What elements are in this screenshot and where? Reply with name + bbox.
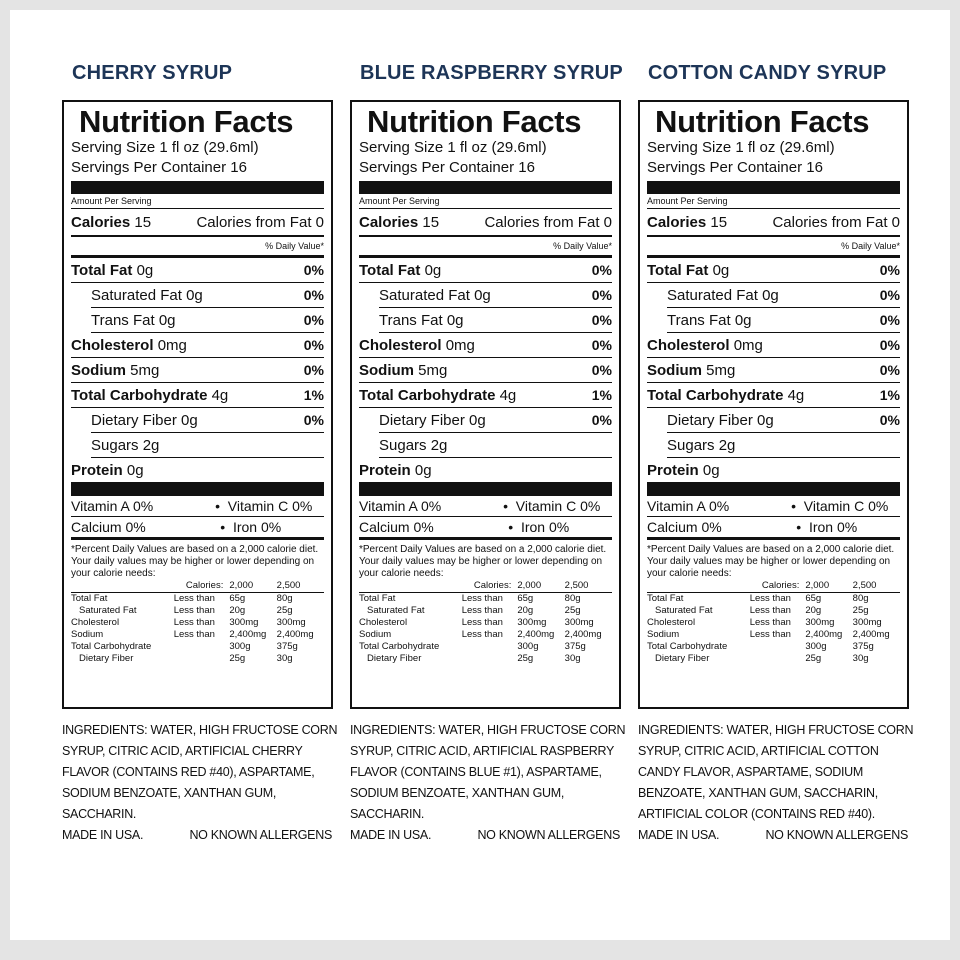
dv-cell: Cholesterol [71, 617, 120, 628]
nutrient-label: Dietary Fiber [667, 411, 753, 429]
daily-value-table-row [647, 617, 900, 629]
dv-cell: Less than [749, 617, 791, 628]
allergen-statement: NO KNOWN ALLERGENS [189, 828, 332, 842]
dv-cell: 375g [276, 641, 298, 652]
daily-value-table-row [359, 605, 612, 617]
dv-cell: 30g [852, 653, 869, 664]
calories-row [71, 209, 324, 237]
daily-value-header-text: % Daily Value* [841, 241, 900, 251]
dv-cell: Saturated Fat [367, 605, 425, 616]
daily-value-table [359, 580, 612, 665]
nutrient-label: Sodium [647, 361, 702, 379]
nutrient-amount: 2g [718, 436, 736, 454]
nutrient-label: Sugars [667, 436, 715, 454]
daily-value-table-row [359, 593, 612, 606]
vitamin-a: Vitamin A 0% [647, 498, 730, 514]
nutrient-daily-value: 0% [591, 337, 612, 353]
calories-row [647, 209, 900, 237]
nutrient-row [667, 308, 900, 333]
bullet: • [220, 519, 226, 535]
daily-value-footnote: *Percent Daily Values are based on a 2,000 calorie diet. Your daily values may be higher or lower depending on your calorie needs: [71, 544, 319, 579]
nutrition-facts-label [638, 100, 909, 709]
servings-per-container: Servings Per Container 16 [71, 159, 247, 176]
nutrient-label: Sugars [379, 436, 427, 454]
dv-cell: 300mg [229, 617, 259, 628]
nutrient-daily-value: 0% [591, 287, 612, 303]
nutrient-row [647, 258, 900, 283]
bullet: • [508, 519, 514, 535]
iron: Iron 0% [808, 519, 858, 535]
dv-cell: 2,400mg [564, 629, 602, 640]
nutrient-label: Sodium [71, 361, 126, 379]
dv-cell: Less than [173, 617, 215, 628]
dv-cell: 25g [852, 605, 869, 616]
dv-header-2500: 2,500 [277, 580, 324, 593]
daily-value-table-row [359, 653, 612, 665]
dv-cell: 25g [564, 605, 581, 616]
nutrient-daily-value: 0% [591, 412, 612, 428]
dv-cell: 25g [517, 653, 534, 664]
daily-value-table-row [71, 641, 324, 653]
daily-value-table-header [647, 580, 900, 593]
vitamin-row [359, 496, 612, 517]
calories-label: Calories [71, 213, 131, 231]
nutrition-facts-title: Nutrition Facts [79, 104, 294, 139]
allergen-statement: NO KNOWN ALLERGENS [477, 828, 620, 842]
dv-cell: 65g [805, 593, 822, 604]
vitamin-a: Vitamin A 0% [359, 498, 442, 514]
iron: Iron 0% [232, 519, 282, 535]
nutrition-facts-title: Nutrition Facts [367, 104, 582, 139]
dv-cell: Less than [749, 593, 791, 604]
daily-value-table-row [359, 629, 612, 641]
daily-value-table-header [359, 580, 612, 593]
nutrient-amount: 0g [181, 411, 198, 429]
daily-value-table-header [71, 580, 324, 593]
dv-cell: Dietary Fiber [79, 653, 134, 664]
dv-cell: Sodium [71, 629, 104, 640]
nutrient-label: Cholesterol [647, 336, 730, 354]
product-title: COTTON CANDY SYRUP [648, 62, 887, 84]
divider-thick [71, 482, 324, 496]
dv-cell: Sodium [359, 629, 392, 640]
dv-cell: Total Fat [359, 593, 396, 604]
nutrient-row [71, 458, 324, 482]
nutrient-label: Total Carbohydrate [647, 386, 784, 404]
dv-cell: Saturated Fat [655, 605, 713, 616]
nutrient-daily-value: 0% [591, 362, 612, 378]
daily-value-table-row [71, 653, 324, 665]
mineral-row [359, 517, 612, 540]
bullet: • [503, 498, 508, 514]
dv-cell: 30g [276, 653, 293, 664]
nutrient-daily-value: 0% [303, 412, 324, 428]
nutrient-amount: 4g [787, 386, 805, 404]
nutrient-label: Cholesterol [359, 336, 442, 354]
amount-per-serving: Amount Per Serving [647, 196, 728, 206]
daily-value-table-row [647, 593, 900, 606]
dv-cell [462, 653, 518, 665]
nutrient-amount: 0g [469, 411, 486, 429]
dv-cell: 300g [805, 641, 827, 652]
daily-value-table-row [647, 653, 900, 665]
nutrient-row [71, 258, 324, 283]
daily-value-table-row [647, 641, 900, 653]
nutrient-label: Saturated Fat [91, 286, 182, 304]
divider-thick [647, 482, 900, 496]
dv-header-calories: Calories: [174, 580, 230, 593]
bullet: • [215, 498, 220, 514]
ingredients: INGREDIENTS: WATER, HIGH FRUCTOSE CORN SYRUP, CITRIC ACID, ARTIFICIAL RASPBERRY FLAVOR (CONTAINS BLUE #1), ASPARTAME, SODIUM BENZOATE, XANTHAN GUM, SACCHARIN. [350, 723, 626, 821]
nutrient-amount: 0g [158, 311, 176, 329]
nutrient-row [647, 358, 900, 383]
dv-cell: 300mg [276, 617, 306, 628]
serving-size: Serving Size 1 fl oz (29.6ml) [71, 139, 259, 156]
nutrient-label: Total Fat [647, 261, 709, 279]
nutrient-row [359, 458, 612, 482]
dv-cell: 2,400mg [805, 629, 843, 640]
divider-thick [647, 181, 900, 194]
calories-value: 15 [134, 213, 152, 231]
nutrient-row [379, 308, 612, 333]
nutrient-daily-value: 0% [303, 262, 324, 278]
vitamin-a: Vitamin A 0% [71, 498, 154, 514]
bullet: • [796, 519, 802, 535]
nutrient-amount: 0g [424, 261, 442, 279]
nutrient-daily-value: 0% [303, 287, 324, 303]
daily-value-table-row [71, 629, 324, 641]
dv-cell: 300g [229, 641, 251, 652]
dv-header-calories: Calories: [750, 580, 806, 593]
made-in-usa: MADE IN USA. [350, 828, 432, 842]
footer-notes [638, 828, 908, 842]
dv-header-2000: 2,000 [229, 580, 276, 593]
nutrient-daily-value: 0% [303, 337, 324, 353]
calories-label: Calories [359, 213, 419, 231]
daily-value-table-row [71, 593, 324, 606]
calories-from-fat: Calories from Fat 0 [196, 213, 324, 231]
calcium: Calcium 0% [71, 519, 146, 535]
product-title: BLUE RASPBERRY SYRUP [360, 62, 623, 84]
dv-cell: 2,400mg [276, 629, 314, 640]
dv-cell: 300mg [517, 617, 547, 628]
dv-cell: 375g [852, 641, 874, 652]
vitamin-c: Vitamin C 0% [803, 498, 889, 514]
dv-cell: Dietary Fiber [655, 653, 710, 664]
nutrient-row [667, 408, 900, 433]
dv-cell: 80g [852, 593, 869, 604]
vitamin-row [71, 496, 324, 517]
nutrient-row [667, 433, 900, 458]
dv-cell: Cholesterol [359, 617, 408, 628]
dv-cell: 25g [805, 653, 822, 664]
product-nutrition-sheet [10, 10, 950, 940]
daily-value-header [359, 237, 612, 258]
nutrient-row [71, 358, 324, 383]
nutrient-daily-value: 0% [303, 362, 324, 378]
dv-cell: Dietary Fiber [367, 653, 422, 664]
nutrient-label: Total Fat [359, 261, 421, 279]
nutrient-amount: 0g [186, 286, 203, 304]
nutrient-label: Protein [359, 461, 411, 479]
dv-header-2500: 2,500 [565, 580, 612, 593]
serving-size: Serving Size 1 fl oz (29.6ml) [359, 139, 547, 156]
dv-cell: 65g [517, 593, 534, 604]
nutrient-list [71, 258, 324, 482]
calcium: Calcium 0% [359, 519, 434, 535]
dv-cell: 2,400mg [229, 629, 267, 640]
nutrient-label: Saturated Fat [667, 286, 758, 304]
dv-cell: Less than [173, 605, 215, 616]
nutrition-facts-title: Nutrition Facts [655, 104, 870, 139]
nutrient-row [379, 433, 612, 458]
nutrient-label: Trans Fat [91, 311, 155, 329]
dv-cell: Less than [461, 593, 503, 604]
nutrient-row [91, 433, 324, 458]
dv-cell: Less than [749, 605, 791, 616]
nutrient-amount: 0g [414, 461, 432, 479]
daily-value-table-row [647, 605, 900, 617]
nutrient-daily-value: 0% [591, 262, 612, 278]
nutrient-row [379, 408, 612, 433]
daily-value-table-row [71, 605, 324, 617]
nutrient-row [647, 383, 900, 408]
dv-cell: Cholesterol [647, 617, 696, 628]
dv-cell: 375g [564, 641, 586, 652]
dv-cell: 80g [564, 593, 581, 604]
footer-notes [62, 828, 332, 842]
daily-value-footnote: *Percent Daily Values are based on a 2,000 calorie diet. Your daily values may be higher or lower depending on your calorie needs: [359, 544, 607, 579]
nutrient-amount: 5mg [418, 361, 448, 379]
vitamin-c: Vitamin C 0% [227, 498, 313, 514]
dv-cell: Less than [173, 593, 215, 604]
nutrient-label: Protein [71, 461, 123, 479]
servings-per-container: Servings Per Container 16 [647, 159, 823, 176]
daily-value-footnote: *Percent Daily Values are based on a 2,000 calorie diet. Your daily values may be higher or lower depending on your calorie needs: [647, 544, 895, 579]
dv-cell: 20g [805, 605, 822, 616]
dv-cell [174, 641, 230, 653]
nutrient-amount: 0g [762, 286, 779, 304]
dv-cell: 300g [517, 641, 539, 652]
nutrient-label: Dietary Fiber [379, 411, 465, 429]
nutrient-amount: 0g [446, 311, 464, 329]
dv-cell [462, 641, 518, 653]
dv-cell: Total Fat [647, 593, 684, 604]
nutrient-daily-value: 1% [879, 387, 900, 403]
mineral-row [71, 517, 324, 540]
dv-cell: 20g [517, 605, 534, 616]
dv-cell: 25g [229, 653, 246, 664]
dv-cell: 300mg [805, 617, 835, 628]
calories-row [359, 209, 612, 237]
daily-value-table-row [359, 617, 612, 629]
daily-value-table-row [71, 617, 324, 629]
dv-header-2500: 2,500 [853, 580, 900, 593]
daily-value-header-text: % Daily Value* [553, 241, 612, 251]
amount-per-serving: Amount Per Serving [71, 196, 152, 206]
daily-value-table [647, 580, 900, 665]
nutrient-label: Saturated Fat [379, 286, 470, 304]
nutrient-amount: 2g [142, 436, 160, 454]
dv-cell: Saturated Fat [79, 605, 137, 616]
nutrient-row [91, 283, 324, 308]
nutrient-daily-value: 1% [303, 387, 324, 403]
dv-cell: 30g [564, 653, 581, 664]
dv-cell: 300mg [852, 617, 882, 628]
nutrient-row [647, 458, 900, 482]
daily-value-table [71, 580, 324, 665]
dv-cell: Total Carbohydrate [359, 641, 440, 652]
calories-from-fat: Calories from Fat 0 [484, 213, 612, 231]
product-title: CHERRY SYRUP [72, 62, 233, 84]
dv-cell: 80g [276, 593, 293, 604]
dv-cell: Less than [749, 629, 791, 640]
made-in-usa: MADE IN USA. [638, 828, 720, 842]
nutrient-list [647, 258, 900, 482]
calories-value: 15 [422, 213, 440, 231]
dv-cell: 25g [276, 605, 293, 616]
nutrient-amount: 0g [734, 311, 752, 329]
nutrient-row [359, 383, 612, 408]
nutrient-amount: 0g [136, 261, 154, 279]
dv-cell [174, 653, 230, 665]
nutrient-amount: 0g [126, 461, 144, 479]
daily-value-table-row [359, 641, 612, 653]
nutrient-row [359, 333, 612, 358]
iron: Iron 0% [520, 519, 570, 535]
nutrient-row [71, 383, 324, 408]
divider-thick [359, 482, 612, 496]
nutrient-label: Sodium [359, 361, 414, 379]
dv-cell: Less than [173, 629, 215, 640]
divider-thick [359, 181, 612, 194]
nutrient-amount: 2g [430, 436, 448, 454]
vitamin-row [647, 496, 900, 517]
serving-size: Serving Size 1 fl oz (29.6ml) [647, 139, 835, 156]
nutrient-amount: 5mg [706, 361, 736, 379]
dv-cell: Less than [461, 629, 503, 640]
nutrient-amount: 4g [499, 386, 517, 404]
nutrient-amount: 5mg [130, 361, 160, 379]
nutrient-amount: 0mg [733, 336, 763, 354]
nutrient-daily-value: 0% [879, 262, 900, 278]
calories-from-fat: Calories from Fat 0 [772, 213, 900, 231]
nutrient-daily-value: 0% [303, 312, 324, 328]
nutrient-amount: 0g [757, 411, 774, 429]
mineral-row [647, 517, 900, 540]
dv-cell: Sodium [647, 629, 680, 640]
dv-header-calories: Calories: [462, 580, 518, 593]
dv-cell: Less than [461, 617, 503, 628]
nutrient-row [379, 283, 612, 308]
nutrient-amount: 0mg [157, 336, 187, 354]
dv-cell: 20g [229, 605, 246, 616]
nutrient-daily-value: 1% [591, 387, 612, 403]
bullet: • [791, 498, 796, 514]
nutrient-label: Total Carbohydrate [71, 386, 208, 404]
daily-value-header [647, 237, 900, 258]
nutrient-row [91, 408, 324, 433]
dv-header-2000: 2,000 [517, 580, 564, 593]
nutrient-row [667, 283, 900, 308]
daily-value-header [71, 237, 324, 258]
nutrient-label: Trans Fat [667, 311, 731, 329]
dv-cell: Less than [461, 605, 503, 616]
nutrient-daily-value: 0% [591, 312, 612, 328]
daily-value-header-text: % Daily Value* [265, 241, 324, 251]
nutrient-daily-value: 0% [879, 337, 900, 353]
calories-value: 15 [710, 213, 728, 231]
nutrient-row [359, 258, 612, 283]
daily-value-table-row [647, 629, 900, 641]
nutrient-daily-value: 0% [879, 362, 900, 378]
nutrient-row [359, 358, 612, 383]
dv-cell: Total Carbohydrate [647, 641, 728, 652]
nutrition-facts-label [62, 100, 333, 709]
nutrient-daily-value: 0% [879, 312, 900, 328]
nutrient-amount: 0g [702, 461, 720, 479]
nutrient-label: Protein [647, 461, 699, 479]
calcium: Calcium 0% [647, 519, 722, 535]
vitamin-c: Vitamin C 0% [515, 498, 601, 514]
dv-cell: 2,400mg [517, 629, 555, 640]
nutrient-amount: 0g [712, 261, 730, 279]
nutrient-row [91, 308, 324, 333]
dv-cell [750, 641, 806, 653]
nutrient-amount: 4g [211, 386, 229, 404]
dv-cell: Total Fat [71, 593, 108, 604]
dv-cell: Total Carbohydrate [71, 641, 152, 652]
ingredients: INGREDIENTS: WATER, HIGH FRUCTOSE CORN SYRUP, CITRIC ACID, ARTIFICIAL CHERRY FLAVOR (CONTAINS RED #40), ASPARTAME, SODIUM BENZOATE, XANTHAN GUM, SACCHARIN. [62, 723, 338, 821]
nutrient-label: Sugars [91, 436, 139, 454]
nutrient-label: Total Carbohydrate [359, 386, 496, 404]
nutrient-list [359, 258, 612, 482]
nutrient-label: Dietary Fiber [91, 411, 177, 429]
nutrient-row [647, 333, 900, 358]
footer-notes [350, 828, 620, 842]
made-in-usa: MADE IN USA. [62, 828, 144, 842]
nutrient-daily-value: 0% [879, 412, 900, 428]
dv-cell: 65g [229, 593, 246, 604]
servings-per-container: Servings Per Container 16 [359, 159, 535, 176]
nutrient-amount: 0mg [445, 336, 475, 354]
divider-thick [71, 181, 324, 194]
allergen-statement: NO KNOWN ALLERGENS [765, 828, 908, 842]
nutrient-label: Trans Fat [379, 311, 443, 329]
calories-label: Calories [647, 213, 707, 231]
nutrient-amount: 0g [474, 286, 491, 304]
dv-cell: 2,400mg [852, 629, 890, 640]
dv-cell: 300mg [564, 617, 594, 628]
nutrient-daily-value: 0% [879, 287, 900, 303]
dv-cell [750, 653, 806, 665]
ingredients: INGREDIENTS: WATER, HIGH FRUCTOSE CORN SYRUP, CITRIC ACID, ARTIFICIAL COTTON CANDY FLAVOR, ASPARTAME, SODIUM BENZOATE, XANTHAN GUM, SACCHARIN, ARTIFICIAL COLOR (CONTAINS RED #40). [638, 723, 914, 821]
nutrition-facts-label [350, 100, 621, 709]
amount-per-serving: Amount Per Serving [359, 196, 440, 206]
nutrient-label: Cholesterol [71, 336, 154, 354]
dv-header-2000: 2,000 [805, 580, 852, 593]
nutrient-row [71, 333, 324, 358]
nutrient-label: Total Fat [71, 261, 133, 279]
